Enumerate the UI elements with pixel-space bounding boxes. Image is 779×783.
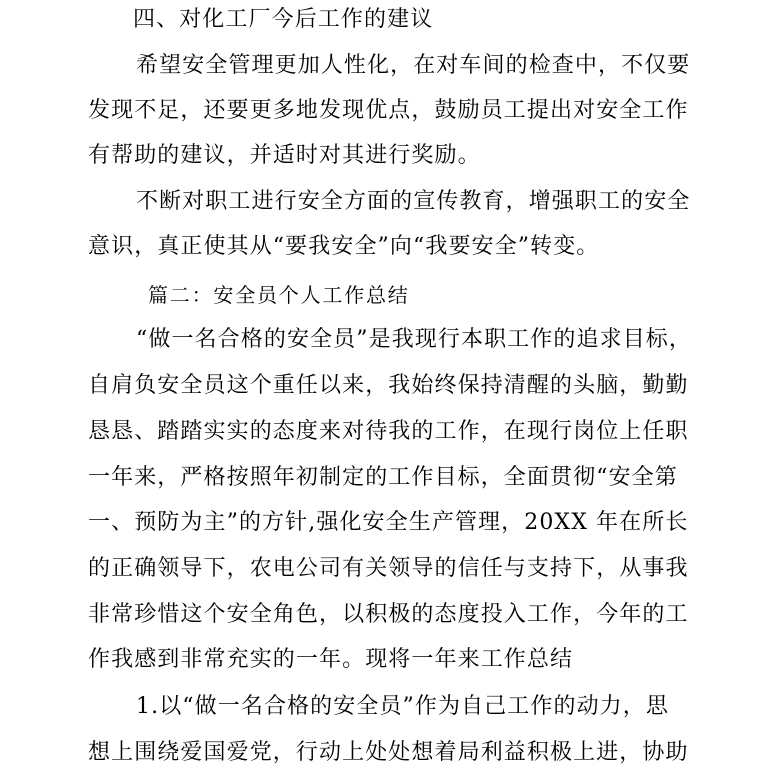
paragraph-line: 意识，真正使其从“要我安全”向“我要安全”转变。	[88, 234, 600, 259]
paragraph-line: 自肩负安全员这个重任以来，我始终保持清醒的头脑，勤勤	[88, 373, 689, 398]
paragraph-line: 不断对职工进行安全方面的宣传教育，增强职工的安全	[136, 189, 691, 214]
section-subheading: 篇二：安全员个人工作总结	[148, 283, 410, 307]
paragraph-line: 恳恳、踏踏实实的态度来对待我的工作，在现行岗位上任职	[88, 419, 689, 444]
paragraph-line: 一年来，严格按照年初制定的工作目标，全面贯彻“安全第	[88, 465, 678, 490]
section-heading: 四、对化工厂今后工作的建议	[133, 7, 434, 32]
paragraph-line: 发现不足，还要更多地发现优点，鼓励员工提出对安全工作	[88, 98, 689, 123]
paragraph-line: 1.以“做一名合格的安全员”作为自己工作的动力，思	[136, 694, 669, 719]
paragraph-line: 的正确领导下，农电公司有关领导的信任与支持下，从事我	[88, 556, 689, 581]
paragraph-line: 希望安全管理更加人性化，在对车间的检查中，不仅要	[136, 53, 691, 78]
paragraph-line: 作我感到非常充实的一年。现将一年来工作总结	[88, 647, 574, 672]
paragraph-line: 一、预防为主”的方针,强化安全生产管理，20XX 年在所长	[88, 510, 689, 535]
paragraph-line: 想上围绕爱国爱党，行动上处处想着局利益积极上进，协助	[88, 740, 689, 765]
paragraph-line: “做一名合格的安全员”是我现行本职工作的追求目标，	[136, 327, 692, 352]
paragraph-line: 有帮助的建议，并适时对其进行奖励。	[88, 143, 481, 168]
paragraph-line: 非常珍惜这个安全角色，以积极的态度投入工作，今年的工	[88, 602, 689, 627]
